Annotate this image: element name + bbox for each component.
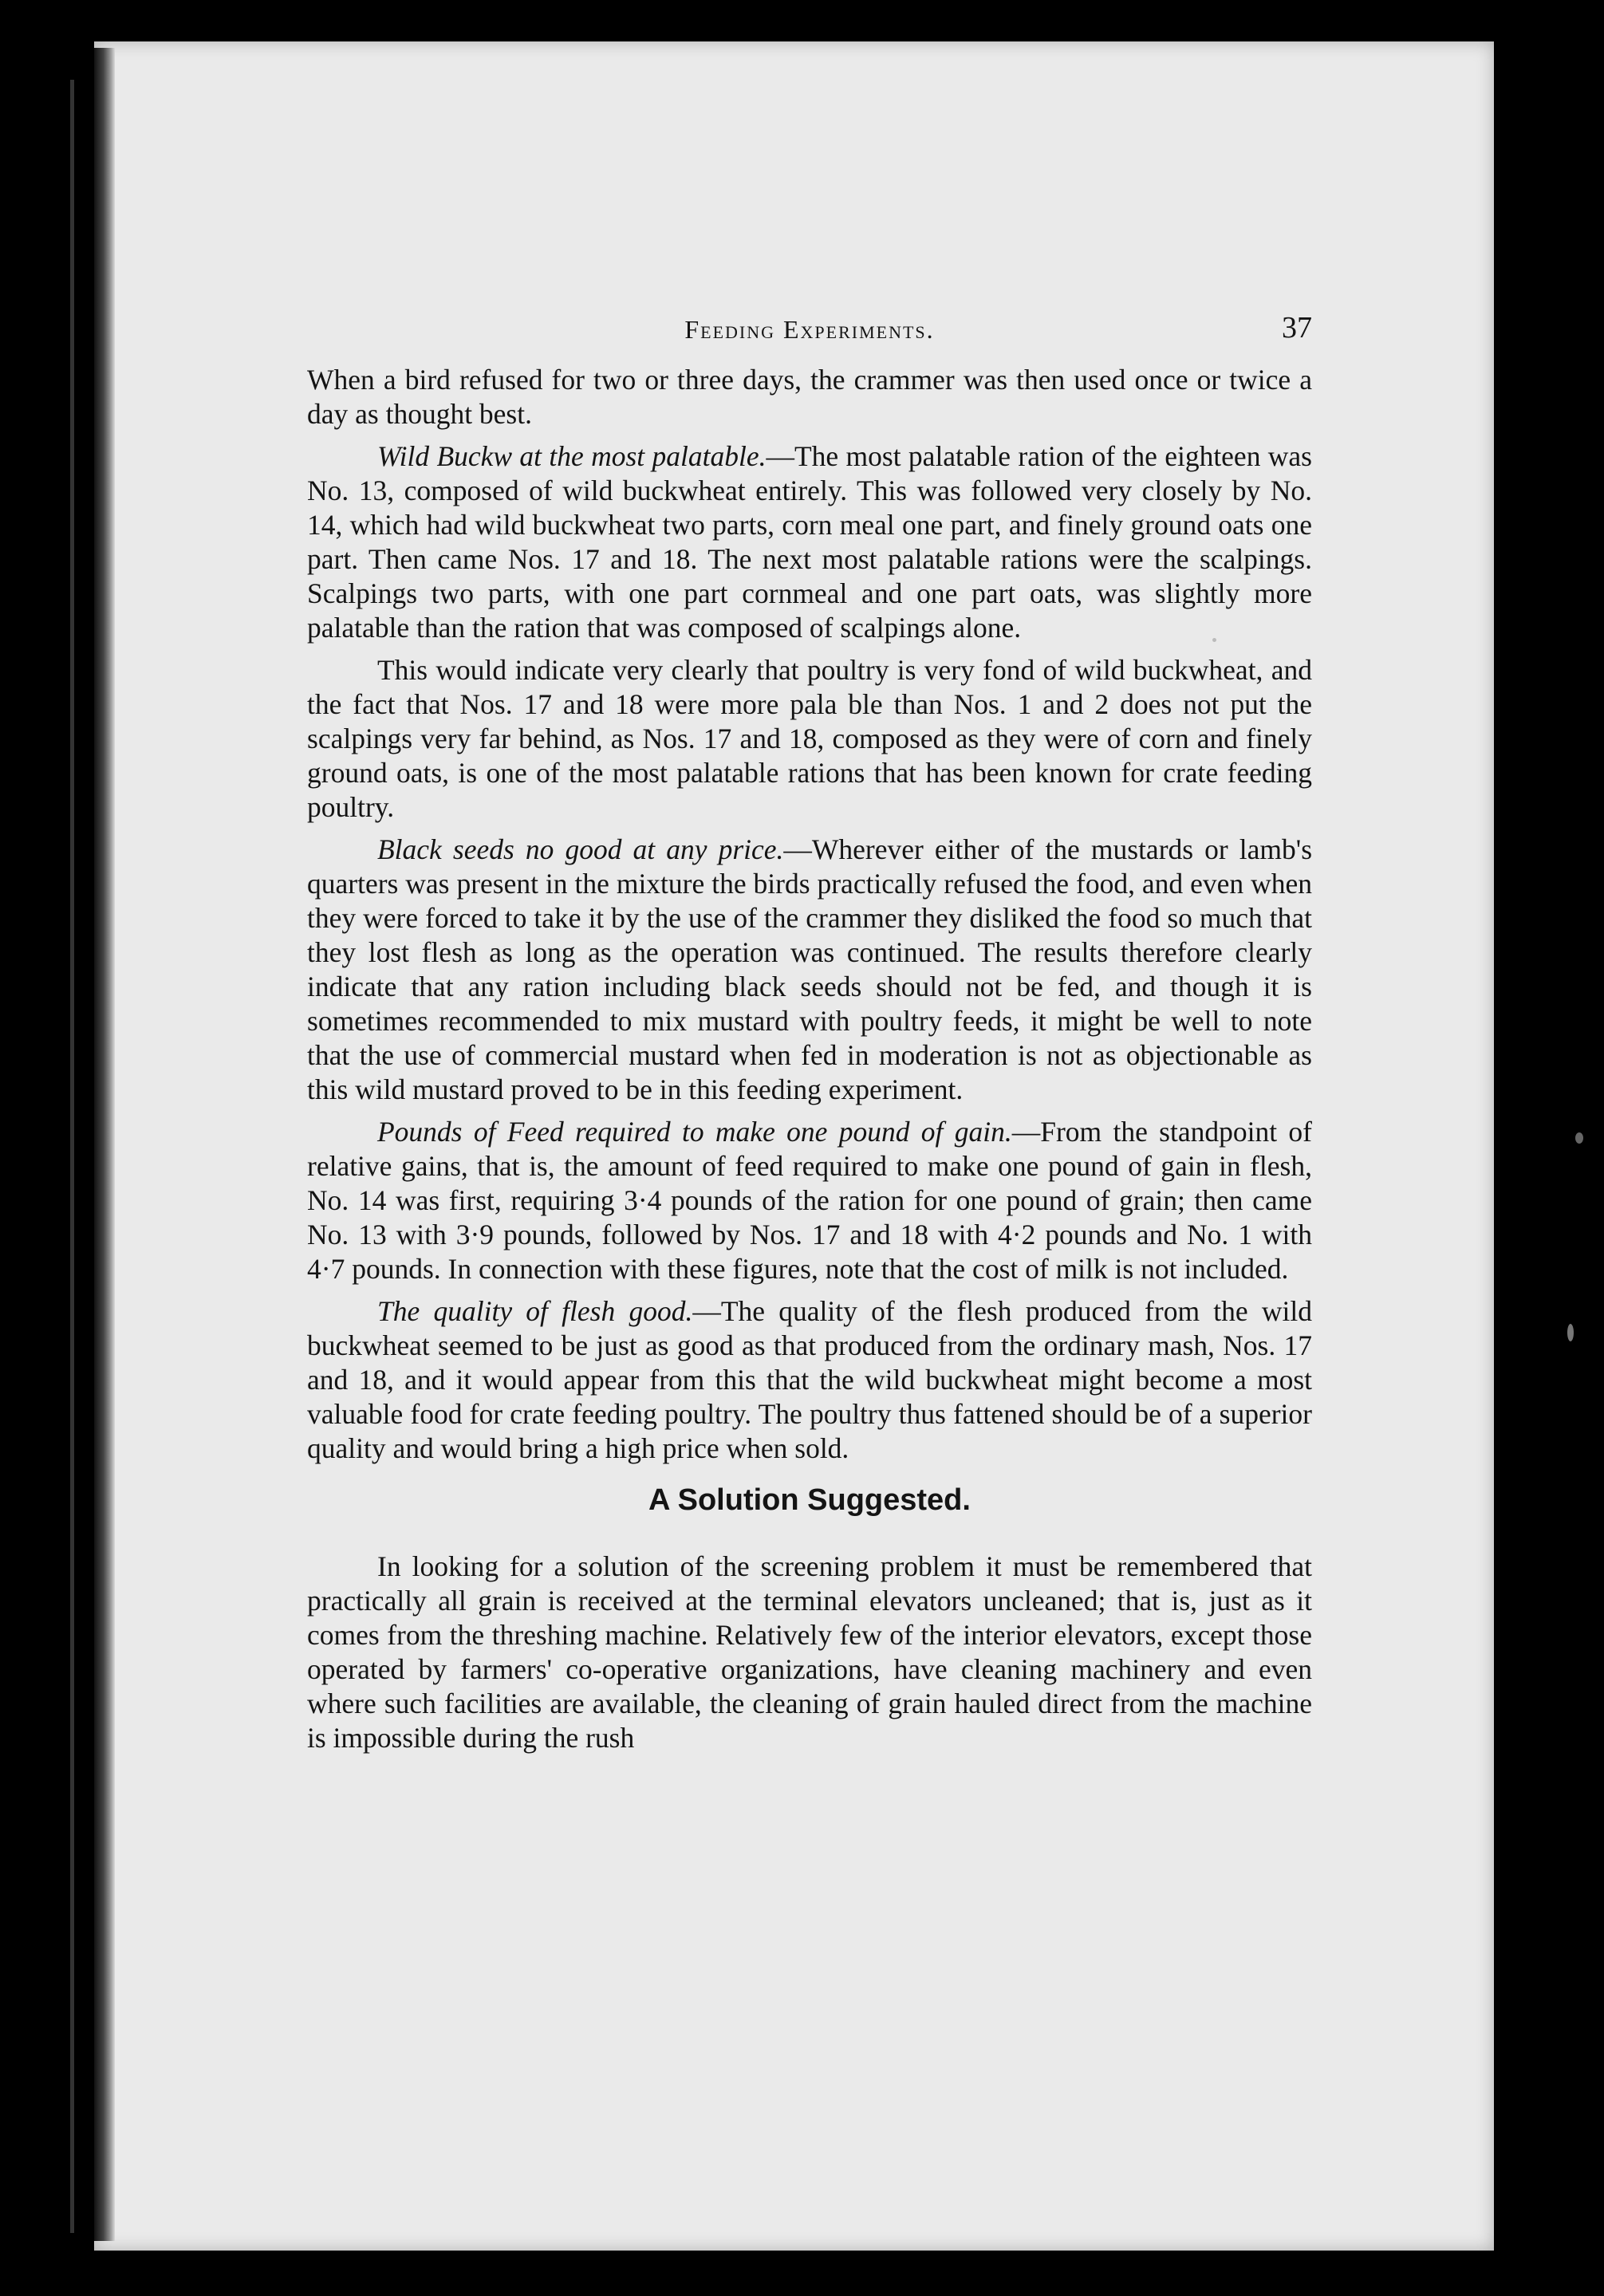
paragraph: [307, 1550, 1312, 1755]
paragraph-heading: Pounds of Feed required to make one pound of gain.: [377, 1116, 1012, 1148]
paragraph: [307, 833, 1312, 1107]
paragraph-text: In looking for a solution of the screening problem it must be remembered that practically all grain is received at the terminal elevators uncleaned; that is, just as it comes from the threshing machine. Relatively few of the interior elevators, except those operated by farmers' co-operative organizations, have cleaning machinery and even where such facilities are available, the cleaning of grain hauled direct from the machine is impossible during the rush: [307, 1550, 1312, 1754]
paragraph-text: —The most palatable ration of the eighteen was No. 13, composed of wild buckwheat entirely. This was followed very closely by No. 14, which had wild buckwheat two parts, corn meal one part, and finely ground oats one part. Then came Nos. 17 and 18. The next most palatable rations were the scalpings. Scalpings two parts, with one part cornmeal and one part oats, was slightly more palatable than the ration that was composed of scalpings alone.: [307, 440, 1313, 644]
paragraph-text: —The quality of the flesh produced from the wild buckwheat seemed to be just as good as that produced from the ordinary mash, Nos. 17 and 18, and it would appear from this that the wild buckwheat might become a most valuable food for crate feeding poultry. The poultry thus fattened should be of a superior quality and would bring a high price when sold.: [307, 1295, 1313, 1464]
page-binding-gutter: [94, 48, 115, 2241]
dust-speck: [1567, 1324, 1574, 1341]
paragraph: [307, 653, 1312, 825]
page-edge-shadow: [70, 80, 74, 2233]
page-header: [307, 307, 1312, 363]
paragraph: [307, 1115, 1312, 1286]
paragraph-text: When a bird refused for two or three days, the crammer was then used once or twice a day as thought best.: [307, 364, 1312, 430]
paragraph: [307, 1294, 1312, 1466]
section-heading: A Solution Suggested.: [648, 1483, 971, 1517]
paragraph-text: —From the standpoint of relative gains, that is, the amount of feed required to make one pound of gain in flesh, No. 14 was first, requiring 3·4 pounds of the ration for one pound of grain; then came No. 13 with 3·9 pounds, followed by Nos. 17 and 18 with 4·2 pounds and No. 1 with 4·7 pounds. In connection with these figures, note that the cost of milk is not included.: [307, 1116, 1312, 1285]
dust-speck: [1575, 1132, 1583, 1144]
paragraph-heading: Black seeds no good at any price.: [377, 833, 784, 865]
page-number: 37: [1282, 311, 1312, 345]
paragraph-text: —Wherever either of the mustards or lamb's quarters was present in the mixture the birds practically refused the food, and even when they were forced to take it by the use of the crammer they disliked the food so much that they lost flesh as long as the operation was continued. The results therefore clearly indicate that any ration including black seeds should not be fed, and though it is sometimes recommended to mix mustard with poultry feeds, it might be well to note that the use of commercial mustard when fed in moderation is not as objectionable as this wild mustard proved to be in this feeding experiment.: [307, 833, 1313, 1105]
paragraph-text: This would indicate very clearly that poultry is very fond of wild buckwheat, and the fact that Nos. 17 and 18 were more pala ble than Nos. 1 and 2 does not put the scalpings very far behind, as Nos. 17 and 18, composed as they were of corn and finely ground oats, is one of the most palatable rations that has been known for crate feeding poultry.: [307, 654, 1312, 823]
page-text-block: [307, 307, 1312, 1763]
paragraph-heading: The quality of flesh good.: [377, 1295, 693, 1327]
paragraph-heading: Wild Buckw at the most palatable.: [377, 440, 767, 472]
paragraph: [307, 439, 1312, 645]
running-head: Feeding Experiments.: [684, 315, 935, 344]
paragraph: [307, 363, 1312, 431]
